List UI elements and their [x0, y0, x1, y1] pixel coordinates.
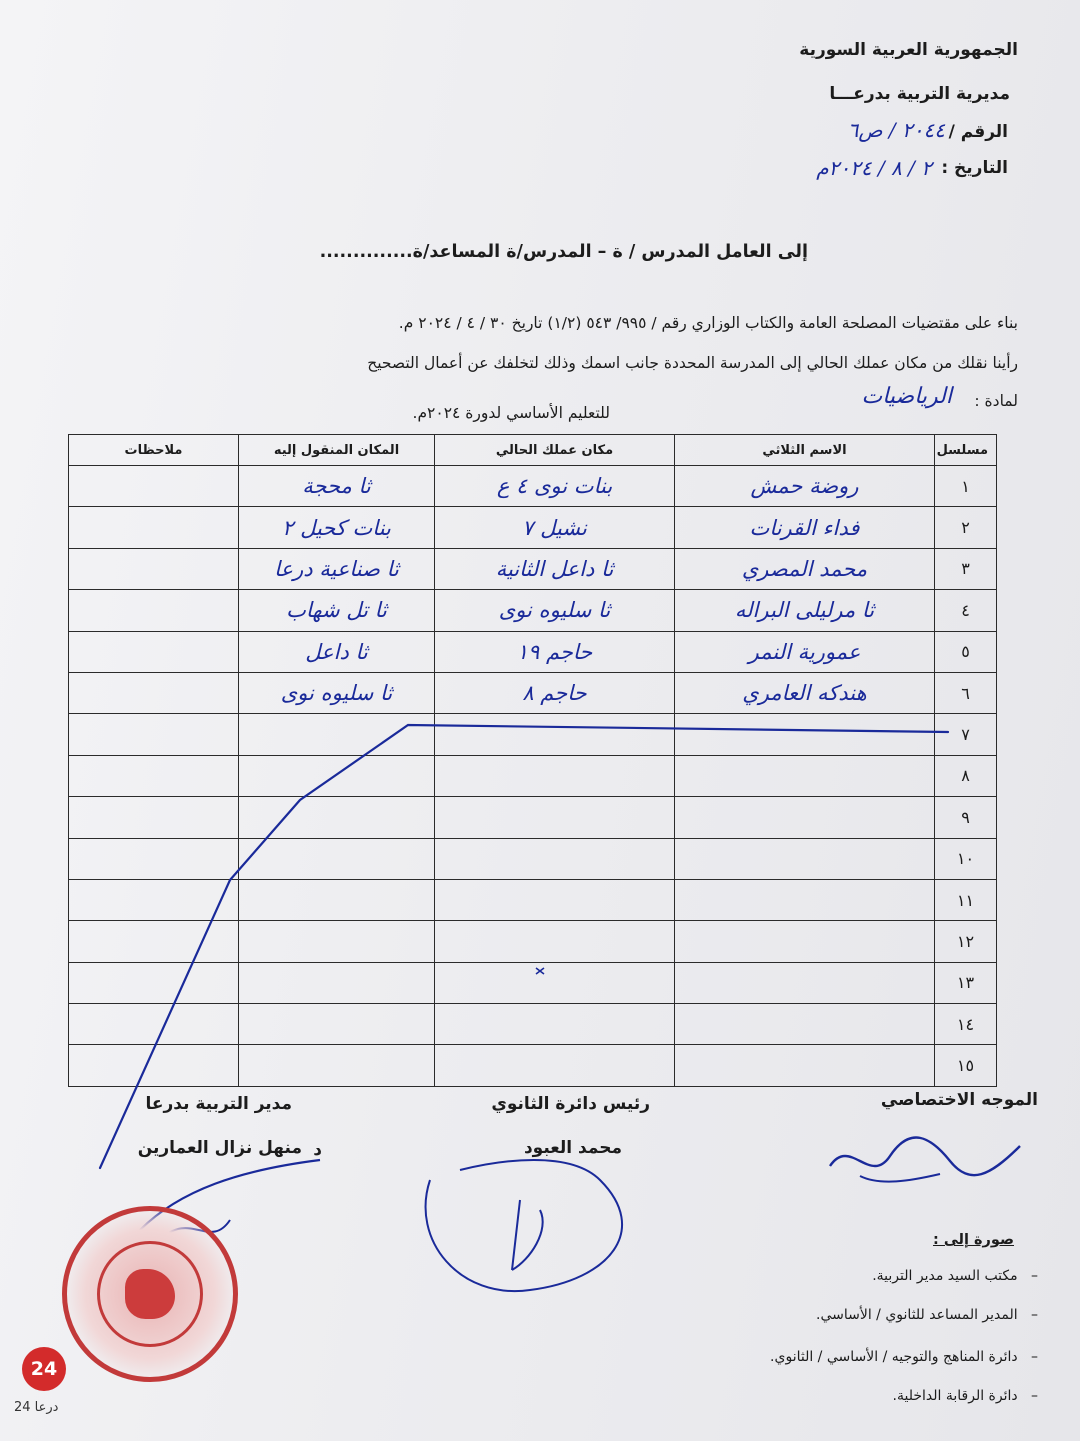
director-prefix: د — [313, 1140, 322, 1160]
teacher-name-cell: فداء القرنات — [675, 507, 935, 548]
cc-item: – مكتب السيد مدير التربية. — [872, 1268, 1038, 1284]
subject-value: الرياضيات — [861, 384, 952, 409]
reference-number: ٢٠٤٤ / ص٦ — [847, 118, 945, 142]
transfer-destination-cell: ثا تل شهاب — [239, 590, 435, 631]
subject-label: لمادة : — [974, 392, 1018, 410]
basis-paragraph-line2: رأينا نقلك من مكان عملك الحالي إلى المدرسة المحددة جانب اسمك وذلك لتخلفك عن أعمال التصحيح — [367, 354, 1018, 372]
director-name: منهل نزال العمارين — [137, 1138, 302, 1158]
teacher-name-cell: محمد المصري — [675, 548, 935, 589]
row-number: ١٤ — [935, 1004, 997, 1045]
basis-paragraph-line4: للتعليم الأساسي لدورة ٢٠٢٤م. — [412, 404, 610, 422]
column-header: ملاحظات — [69, 435, 239, 466]
row-number: ٧ — [935, 714, 997, 755]
row-number: ٣ — [935, 548, 997, 589]
secondary-head-title: رئيس دائرة الثانوي — [491, 1094, 650, 1114]
date-label: التاريخ : — [941, 158, 1008, 178]
transfer-destination-cell: ثا سليوه نوى — [239, 672, 435, 713]
current-workplace-cell: بنات نوى ٤ ع — [435, 466, 675, 507]
row-number: ٤ — [935, 590, 997, 631]
row-number: ٨ — [935, 755, 997, 796]
current-workplace-cell: ثا سليوه نوى — [435, 590, 675, 631]
cc-item-text: مكتب السيد مدير التربية. — [872, 1268, 1018, 1284]
row-number: ١ — [935, 466, 997, 507]
director-title: مدير التربية بدرعا — [145, 1094, 292, 1114]
current-workplace-cell: نشيل ٧ — [435, 507, 675, 548]
current-workplace-cell: حاجم ١٩ — [435, 631, 675, 672]
row-number: ١٣ — [935, 962, 997, 1003]
row-number: ٥ — [935, 631, 997, 672]
teacher-name-cell: ثا مرليلى البراله — [675, 590, 935, 631]
addressee-line: إلى العامل المدرس / ة – المدرس/ة المساعد/ة.............. — [319, 242, 808, 262]
transfer-destination-cell: ثا صناعية درعا — [239, 548, 435, 589]
reference-label: الرقم / — [948, 122, 1008, 142]
current-workplace-cell: حاجم ٨ — [435, 672, 675, 713]
country-header: الجمهورية العربية السورية — [799, 40, 1018, 60]
transfer-destination-cell: ثا محجة — [239, 466, 435, 507]
watermark-text: درعا 24 — [14, 1400, 59, 1415]
official-stamp — [62, 1206, 238, 1382]
cc-item: – دائرة الرقابة الداخلية. — [892, 1388, 1038, 1404]
directorate-header: مديرية التربية بدرعـــا — [829, 84, 1010, 104]
cc-item-text: دائرة الرقابة الداخلية. — [892, 1388, 1018, 1404]
watermark-logo: 24 — [22, 1347, 66, 1391]
teacher-name-cell: روضة حمش — [675, 466, 935, 507]
date-value: ٢ / ٨ / ٢٠٢٤م — [816, 156, 932, 180]
row-number: ١٥ — [935, 1045, 997, 1086]
row-number: ٢ — [935, 507, 997, 548]
current-workplace-cell: ثا داعل الثانية — [435, 548, 675, 589]
specialist-title: الموجه الاختصاصي — [880, 1090, 1038, 1110]
column-header: الاسم الثلاثي — [675, 435, 935, 466]
cc-item-text: المدير المساعد للثانوي / الأساسي. — [816, 1307, 1018, 1323]
row-number: ١٠ — [935, 838, 997, 879]
column-header: مكان عملك الحالي — [435, 435, 675, 466]
transfer-destination-cell: ثا داعل — [239, 631, 435, 672]
stamp-emblem — [125, 1269, 175, 1319]
secondary-head-name: محمد العبود — [523, 1138, 622, 1158]
basis-paragraph-line1: بناء على مقتضيات المصلحة العامة والكتاب الوزاري رقم / ٩٩٥/ ٥٤٣ (١/٢) تاريخ ٣٠ / ٤ / ٢٠٢٤ م. — [398, 314, 1018, 332]
secondary-head-signature — [400, 1140, 660, 1310]
transfer-destination-cell: بنات كحيل ٢ — [239, 507, 435, 548]
specialist-signature — [820, 1116, 1040, 1196]
row-number: ١١ — [935, 879, 997, 920]
row-number: ١٢ — [935, 921, 997, 962]
cc-item: – دائرة المناهج والتوجيه / الأساسي / الثانوي. — [770, 1349, 1038, 1365]
row-number: ٦ — [935, 672, 997, 713]
row-number: ٩ — [935, 797, 997, 838]
teacher-name-cell: عمورية النمر — [675, 631, 935, 672]
column-header: المكان المنقول إليه — [239, 435, 435, 466]
column-header: مسلسل — [935, 435, 997, 466]
cc-item-text: دائرة المناهج والتوجيه / الأساسي / الثانوي. — [770, 1349, 1018, 1365]
cc-item: – المدير المساعد للثانوي / الأساسي. — [816, 1307, 1038, 1323]
cc-title: صورة إلى : — [933, 1232, 1014, 1248]
teacher-name-cell: هندكه العامري — [675, 672, 935, 713]
